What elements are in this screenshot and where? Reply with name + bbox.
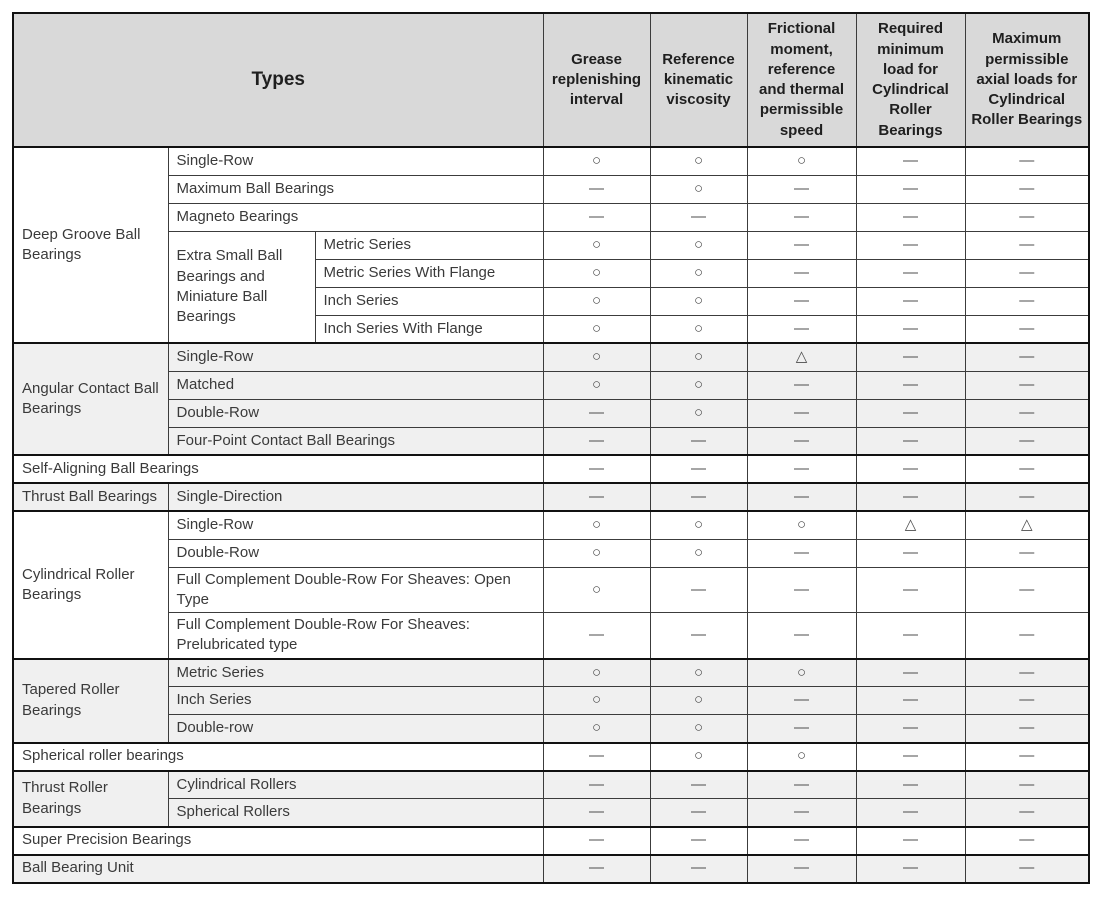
type-cell: Maximum Ball Bearings (168, 175, 543, 203)
symbol-cell: — (965, 613, 1089, 659)
symbol-cell: — (856, 743, 965, 771)
symbol-cell: — (650, 799, 747, 827)
symbol-cell: — (747, 203, 856, 231)
symbol-cell: ○ (747, 659, 856, 687)
table-row (13, 855, 1089, 883)
symbol-cell: ○ (650, 659, 747, 687)
group-cell: Cylindrical Roller Bearings (13, 511, 168, 659)
type-cell: Matched (168, 371, 543, 399)
symbol-cell: ○ (543, 687, 650, 715)
type-cell: Inch Series (315, 287, 543, 315)
table-row (13, 743, 1089, 771)
symbol-cell: ○ (650, 231, 747, 259)
symbol-cell: ○ (543, 371, 650, 399)
symbol-cell: — (856, 399, 965, 427)
type-cell: Metric Series (168, 659, 543, 687)
group-cell: Angular Contact Ball Bearings (13, 343, 168, 455)
symbol-cell: △ (856, 511, 965, 539)
symbol-cell: — (856, 427, 965, 455)
group-cell: Thrust Ball Bearings (13, 483, 168, 511)
group-cell: Super Precision Bearings (13, 827, 543, 855)
types-header: Types (13, 13, 543, 147)
symbol-cell: — (747, 427, 856, 455)
group-cell: Tapered Roller Bearings (13, 659, 168, 743)
symbol-cell: — (856, 231, 965, 259)
symbol-cell: — (747, 771, 856, 799)
symbol-cell: — (747, 175, 856, 203)
type-cell: Single-Direction (168, 483, 543, 511)
symbol-cell: — (650, 771, 747, 799)
symbol-cell: ○ (543, 287, 650, 315)
symbol-cell: — (650, 613, 747, 659)
symbol-cell: — (650, 483, 747, 511)
symbol-cell: — (543, 399, 650, 427)
symbol-cell: — (856, 203, 965, 231)
symbol-cell: — (650, 427, 747, 455)
symbol-cell: — (856, 799, 965, 827)
symbol-cell: ○ (650, 315, 747, 343)
column-header-viscosity: Reference kinematic viscosity (650, 13, 747, 147)
symbol-cell: — (856, 659, 965, 687)
type-cell: Cylindrical Rollers (168, 771, 543, 799)
group-cell: Self-Aligning Ball Bearings (13, 455, 543, 483)
symbol-cell: — (747, 539, 856, 567)
table-row (13, 483, 1089, 511)
symbol-cell: — (747, 799, 856, 827)
symbol-cell: ○ (543, 539, 650, 567)
symbol-cell: — (747, 483, 856, 511)
symbol-cell: — (747, 567, 856, 613)
type-cell: Metric Series With Flange (315, 259, 543, 287)
type-cell: Magneto Bearings (168, 203, 543, 231)
symbol-cell: — (965, 427, 1089, 455)
symbol-cell: — (965, 315, 1089, 343)
symbol-cell: — (543, 771, 650, 799)
type-cell: Metric Series (315, 231, 543, 259)
group-cell: Thrust Roller Bearings (13, 771, 168, 827)
symbol-cell: — (747, 399, 856, 427)
column-header-grease: Grease replenishing interval (543, 13, 650, 147)
symbol-cell: — (856, 771, 965, 799)
symbol-cell: — (543, 743, 650, 771)
symbol-cell: ○ (543, 147, 650, 175)
table-row (13, 567, 1089, 613)
type-cell: Double-Row (168, 399, 543, 427)
symbol-cell: — (965, 771, 1089, 799)
symbol-cell: ○ (543, 567, 650, 613)
symbol-cell: — (856, 175, 965, 203)
symbol-cell: ○ (650, 743, 747, 771)
symbol-cell: — (856, 687, 965, 715)
symbol-cell: — (747, 613, 856, 659)
table-row (13, 343, 1089, 371)
symbol-cell: ○ (543, 315, 650, 343)
symbol-cell: ○ (650, 399, 747, 427)
symbol-cell: — (543, 483, 650, 511)
symbol-cell: ○ (747, 511, 856, 539)
table-row (13, 427, 1089, 455)
type-cell: Single-Row (168, 511, 543, 539)
type-cell: Full Complement Double-Row For Sheaves: Prelubricated type (168, 613, 543, 659)
symbol-cell: — (543, 827, 650, 855)
symbol-cell: — (856, 827, 965, 855)
symbol-cell: — (965, 175, 1089, 203)
symbol-cell: ○ (650, 175, 747, 203)
symbol-cell: ○ (650, 371, 747, 399)
symbol-cell: — (965, 343, 1089, 371)
symbol-cell: ○ (650, 287, 747, 315)
symbol-cell: — (543, 799, 650, 827)
table-row (13, 539, 1089, 567)
column-header-min-load: Required minimum load for Cylindrical Roller Bearings (856, 13, 965, 147)
symbol-cell: — (747, 315, 856, 343)
symbol-cell: — (747, 259, 856, 287)
symbol-cell: — (856, 147, 965, 175)
symbol-cell: — (965, 567, 1089, 613)
symbol-cell: — (747, 855, 856, 883)
table-row (13, 799, 1089, 827)
table-row (13, 175, 1089, 203)
symbol-cell: ○ (543, 343, 650, 371)
symbol-cell: — (856, 455, 965, 483)
table-row (13, 659, 1089, 687)
symbol-cell: — (965, 259, 1089, 287)
column-header-frictional: Frictional moment, reference and thermal permissible speed (747, 13, 856, 147)
symbol-cell: — (650, 855, 747, 883)
symbol-cell: — (747, 371, 856, 399)
symbol-cell: — (747, 687, 856, 715)
symbol-cell: — (965, 483, 1089, 511)
subgroup-cell: Extra Small Ball Bearings and Miniature Ball Bearings (168, 231, 315, 343)
symbol-cell: — (965, 287, 1089, 315)
bearings-feature-table (12, 12, 1090, 884)
table-row (13, 455, 1089, 483)
symbol-cell: — (965, 659, 1089, 687)
symbol-cell: — (965, 715, 1089, 743)
type-cell: Four-Point Contact Ball Bearings (168, 427, 543, 455)
type-cell: Inch Series With Flange (315, 315, 543, 343)
symbol-cell: — (747, 231, 856, 259)
symbol-cell: ○ (650, 511, 747, 539)
symbol-cell: ○ (650, 343, 747, 371)
symbol-cell: △ (747, 343, 856, 371)
symbol-cell: — (965, 827, 1089, 855)
table-row (13, 371, 1089, 399)
symbol-cell: — (856, 343, 965, 371)
symbol-cell: — (650, 203, 747, 231)
symbol-cell: — (965, 855, 1089, 883)
symbol-cell: — (543, 175, 650, 203)
symbol-cell: — (856, 287, 965, 315)
table-row (13, 613, 1089, 659)
symbol-cell: ○ (650, 687, 747, 715)
symbol-cell: ○ (650, 539, 747, 567)
symbol-cell: — (965, 399, 1089, 427)
symbol-cell: — (965, 147, 1089, 175)
symbol-cell: — (965, 687, 1089, 715)
symbol-cell: ○ (650, 715, 747, 743)
symbol-cell: — (543, 855, 650, 883)
symbol-cell: — (856, 855, 965, 883)
type-cell: Double-Row (168, 539, 543, 567)
symbol-cell: — (747, 455, 856, 483)
symbol-cell: — (543, 613, 650, 659)
symbol-cell: ○ (650, 147, 747, 175)
symbol-cell: ○ (543, 259, 650, 287)
symbol-cell: — (965, 371, 1089, 399)
type-cell: Single-Row (168, 147, 543, 175)
symbol-cell: ○ (543, 659, 650, 687)
symbol-cell: — (856, 613, 965, 659)
table-row (13, 771, 1089, 799)
symbol-cell: ○ (543, 511, 650, 539)
table-row (13, 687, 1089, 715)
symbol-cell: — (543, 427, 650, 455)
group-cell: Deep Groove Ball Bearings (13, 147, 168, 343)
symbol-cell: — (856, 371, 965, 399)
symbol-cell: — (747, 287, 856, 315)
symbol-cell: ○ (543, 231, 650, 259)
symbol-cell: ○ (650, 259, 747, 287)
symbol-cell: — (856, 715, 965, 743)
table-row (13, 231, 1089, 259)
symbol-cell: — (965, 455, 1089, 483)
type-cell: Double-row (168, 715, 543, 743)
symbol-cell: — (650, 827, 747, 855)
symbol-cell: — (856, 259, 965, 287)
symbol-cell: — (650, 455, 747, 483)
symbol-cell: ○ (543, 715, 650, 743)
table-row (13, 203, 1089, 231)
symbol-cell: — (543, 203, 650, 231)
symbol-cell: — (856, 315, 965, 343)
symbol-cell: △ (965, 511, 1089, 539)
type-cell: Inch Series (168, 687, 543, 715)
header-row (13, 13, 1089, 147)
symbol-cell: — (747, 827, 856, 855)
symbol-cell: — (965, 203, 1089, 231)
symbol-cell: — (856, 483, 965, 511)
symbol-cell: — (543, 455, 650, 483)
table-row (13, 827, 1089, 855)
group-cell: Spherical roller bearings (13, 743, 543, 771)
symbol-cell: — (965, 799, 1089, 827)
table-row (13, 399, 1089, 427)
symbol-cell: — (965, 539, 1089, 567)
group-cell: Ball Bearing Unit (13, 855, 543, 883)
symbol-cell: — (965, 231, 1089, 259)
symbol-cell: ○ (747, 743, 856, 771)
type-cell: Spherical Rollers (168, 799, 543, 827)
symbol-cell: — (856, 567, 965, 613)
type-cell: Single-Row (168, 343, 543, 371)
symbol-cell: ○ (747, 147, 856, 175)
table-row (13, 715, 1089, 743)
type-cell: Full Complement Double-Row For Sheaves: Open Type (168, 567, 543, 613)
table-row (13, 511, 1089, 539)
table-row (13, 147, 1089, 175)
symbol-cell: — (856, 539, 965, 567)
symbol-cell: — (650, 567, 747, 613)
column-header-axial-loads: Maximum permissible axial loads for Cylindrical Roller Bearings (965, 13, 1089, 147)
symbol-cell: — (965, 743, 1089, 771)
symbol-cell: — (747, 715, 856, 743)
